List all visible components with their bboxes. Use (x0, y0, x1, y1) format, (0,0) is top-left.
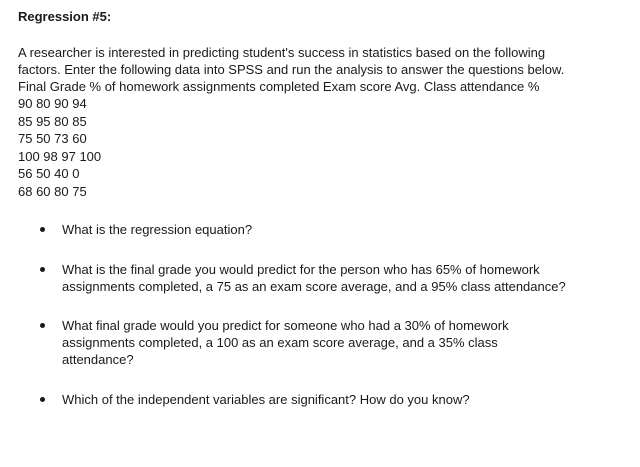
bullet-icon (40, 227, 45, 232)
question-item (14, 261, 602, 295)
question-text: What final grade would you predict for someone who had a 30% of homework (62, 318, 509, 333)
question-item (14, 317, 602, 368)
data-row: 75 50 73 60 (18, 131, 87, 147)
document-title: Regression #5: (18, 9, 112, 24)
data-row: 85 95 80 85 (18, 113, 87, 129)
data-table (18, 95, 101, 201)
question-item (14, 391, 602, 408)
intro-line: factors. Enter the following data into SPSS and run the analysis to answer the questions below. (18, 62, 565, 77)
data-row: 68 60 80 75 (18, 183, 87, 199)
intro-line: A researcher is interested in predicting student's success in statistics based on the following (18, 45, 546, 60)
question-text: What is the regression equation? (62, 222, 253, 237)
question-text: What is the final grade you would predict for the person who has 65% of homework (62, 262, 540, 277)
data-row: 100 98 97 100 (18, 148, 102, 164)
intro-paragraph (18, 44, 618, 95)
question-item (14, 221, 602, 238)
question-list (14, 221, 614, 408)
intro-line: Final Grade % of homework assignments completed Exam score Avg. Class attendance % (18, 79, 540, 94)
question-text: attendance? (62, 352, 134, 367)
data-row: 56 50 40 0 (18, 166, 80, 182)
data-row: 90 80 90 94 (18, 96, 87, 111)
question-text: assignments completed, a 75 as an exam score average, and a 95% class attendance? (62, 279, 566, 294)
bullet-icon (40, 397, 45, 402)
bullet-icon (40, 267, 45, 272)
question-text: assignments completed, a 100 as an exam score average, and a 35% class (62, 335, 498, 350)
question-text: Which of the independent variables are significant? How do you know? (62, 392, 470, 407)
bullet-icon (40, 323, 45, 328)
